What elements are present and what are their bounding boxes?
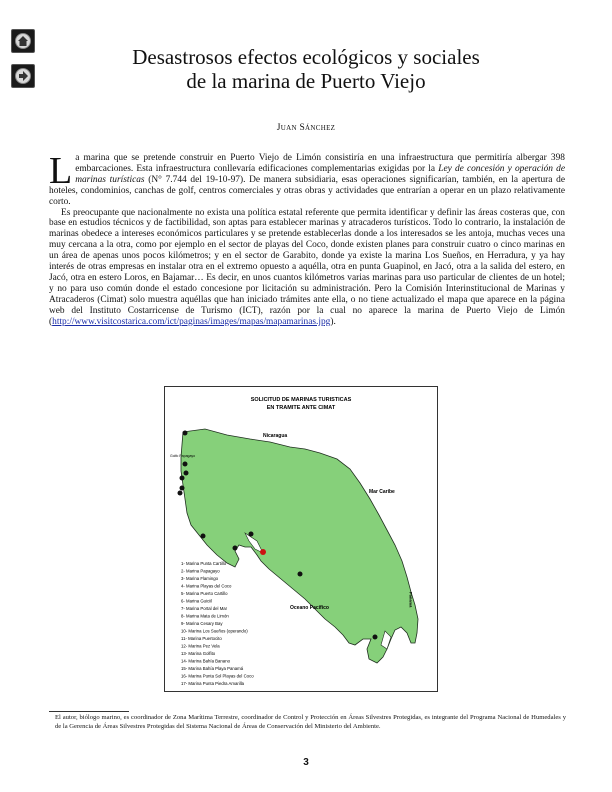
- home-icon: [15, 33, 31, 49]
- paragraph-2-end: ).: [330, 316, 336, 327]
- author-footnote: El autor, biólogo marino, es coordinador de Zona Marítima Terrestre, coordinador de Control y Protección en Áreas Silvestres Protegidas, es integrante del Programa Nacional de Humedales y de la Gerencia de Áreas Silvestres Protegidas del Sistema Nacional de Áreas de Conservación del Ministerio del Ambiente.: [55, 714, 566, 730]
- legend-item: 16- Marina Punta Sol Playas del Coco: [181, 673, 254, 679]
- title-line-1: Desastrosos efectos ecológicos y sociales: [132, 45, 480, 69]
- arrow-right-icon: [15, 68, 31, 84]
- legend-item: 12- Marina Pez Vela: [181, 643, 220, 649]
- marinas-map-figure: [164, 386, 438, 692]
- legend-item: 2- Marina Papagayo: [181, 568, 220, 574]
- marker-11: [298, 572, 303, 577]
- paragraph-1-text-b: (N° 7.744 del 19-10-97). De manera subsidiaria, esas operaciones significarían, también, en la apertura de hoteles, condominios, canchas de golf, centros comerciales y otras obras y actividades que entrarían a operar en un plazo relativamente corto.: [49, 174, 565, 207]
- marker-5: [180, 486, 185, 491]
- legend-item: 11- Marina Puertocito: [181, 636, 222, 641]
- legend-item: 7- Marina Portal del Mar: [181, 606, 228, 611]
- marker-4: [180, 476, 185, 481]
- legend-item: 3- Marina Flamingo: [181, 576, 219, 581]
- home-button[interactable]: [11, 29, 35, 53]
- map-legend: [181, 561, 254, 686]
- legend-item: 14- Marina Bahía Banano: [181, 658, 230, 664]
- label-oceano-pacifico: Oceano Pacifico: [290, 605, 329, 611]
- legend-item: 13- Marina Golfito: [181, 651, 216, 656]
- page-number: 3: [303, 757, 309, 768]
- title-line-2: de la marina de Puerto Viejo: [186, 69, 426, 93]
- marker-8: [233, 546, 238, 551]
- legend-item: 10- Marina Los Sueños (operando): [181, 628, 248, 634]
- next-page-button[interactable]: [11, 64, 35, 88]
- marker-9: [249, 532, 254, 537]
- legend-item: 5- Marina Puerto Cartillo: [181, 591, 228, 596]
- footnote-rule: [49, 711, 129, 712]
- label-mar-caribe: Mar Caribe: [369, 489, 395, 495]
- marker-12: [373, 635, 378, 640]
- map-link[interactable]: http://www.visitcostarica.com/ict/paginas/images/mapas/mapamarinas.jpg: [52, 316, 331, 327]
- paragraph-2: [49, 208, 565, 328]
- costa-rica-map: [165, 387, 437, 691]
- law-title: Ley de concesión y operación de marinas turísticas: [75, 163, 565, 185]
- label-panama: Panamá: [408, 592, 414, 608]
- legend-item: 15- Marina Bahía Playa Panamá: [181, 666, 244, 671]
- paragraph-1-text-a: a marina que se pretende construir en Puerto Viejo de Limón consistiría en una infraestructura que permitiría albergar 398 embarcaciones. Esta infraestructura conllevaría edificaciones complementarias exigidas por la: [75, 153, 565, 174]
- legend-item: 17- Marina Punta Piedra Amarilla: [181, 681, 245, 686]
- label-nicaragua: Nicaragua: [263, 433, 288, 439]
- legend-item: 4- Marina Playas del Coco: [181, 583, 232, 589]
- paragraph-2-text: Es preocupante que nacionalmente no exista una política estatal referente que permita identificar y definir las áreas costeras que, con base en estudios técnicos y de factibilidad, son aptas para establecer marinas y atracaderos turísticos. Todo lo contrario, la instalación de marinas obedece a intereses económicos particulares y se pretende establecerlas donde a los interesados se les antoja, muchas veces una muy cercana a la otra, como por ejemplo en el sector de playas del Coco, donde existen planes para construir cuatro o cinco marinas en un área de apenas unos pocos kilómetros; y en el sector de Garabito, donde ya existe la marina Los Sueños, en Herradura, y ya hay interés de otras empresas en instalar otra en el extremo opuesto a aquélla, otra en punta Guapinol, en Jacó, otra a la salida del estero, en Jacó, otra en estero Loros, en Bajamar… Es decir, en unos cuantos kilómetros varias marinas para uso particular de clientes de un hotel; y no para uso común donde el estado concesione por licitación su administración. Pero la Comisión Interinstitucional de Marinas y Atracaderos (Cimat) solo muestra aquéllas que han iniciado trámites ante ella, o no tiene actualizado el mapa que aparece en la página web del Instituto Costarricense de Turismo (ICT), razón por la cual no aparece la marina de Puerto Viejo de Limón (: [49, 207, 565, 327]
- legend-item: 8- Marina Mata de Limón: [181, 613, 229, 619]
- marker-10: [260, 549, 266, 555]
- article-title: [60, 45, 552, 93]
- marker-2: [183, 462, 188, 467]
- marker-3: [184, 471, 189, 476]
- legend-item: 1- Marina Punta Cartillo: [181, 561, 227, 566]
- drop-cap: L: [49, 150, 73, 192]
- article-body: [49, 150, 565, 328]
- paragraph-1: [49, 150, 565, 208]
- map-title-1: SOLICITUD DE MARINAS TURISTICAS: [250, 397, 352, 403]
- legend-item: 9- Marina Cesary Bay: [181, 621, 223, 626]
- legend-item: 6- Marina Guiciil: [181, 598, 213, 604]
- map-title-2: EN TRAMITE ANTE CIMAT: [266, 405, 336, 411]
- label-golfo-papagayo: Golfo Papagayo: [170, 454, 196, 458]
- author-name: Juan Sánchez: [276, 123, 336, 133]
- marker-6: [178, 491, 183, 496]
- marker-1: [183, 431, 188, 436]
- marker-7: [201, 534, 206, 539]
